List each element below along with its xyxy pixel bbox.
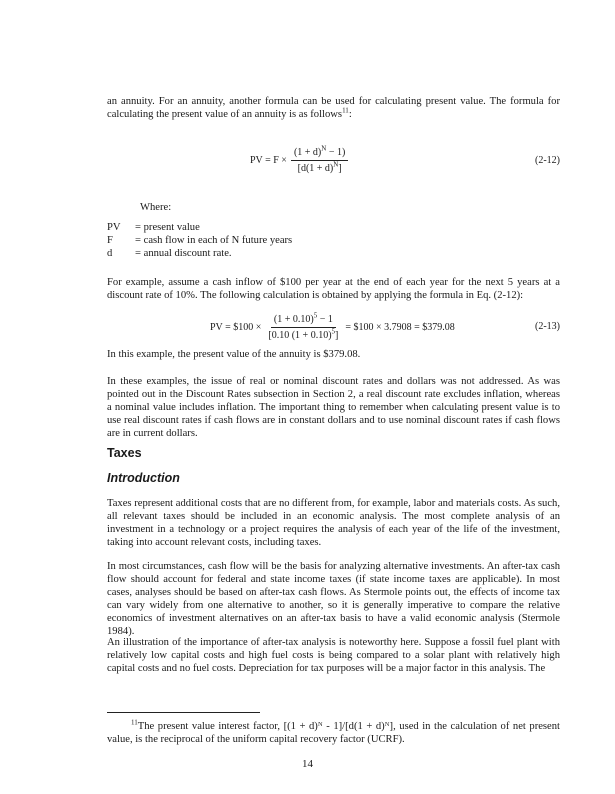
paragraph: An illustration of the importance of after-tax analysis is noteworthy here. Suppose a fossil fuel plant with relatively low capital costs and high fuel costs is being compared to a solar plant with relatively high capital costs and no fuel costs. Depreciation for tax purposes will be a major factor in this analysis. The — [107, 637, 560, 674]
footnote — [107, 720, 560, 746]
eq-denominator — [265, 328, 341, 342]
symbol: F — [107, 235, 113, 246]
section-heading: Taxes — [107, 446, 142, 460]
paragraph-text: an annuity. For an annuity, another formula can be used for calculating present value. The formula for calculating the present value of an annuity is as follows — [107, 96, 560, 120]
paragraph: In most circumstances, cash flow will be the basis for analyzing alternative investments. An after-tax cash flow should account for federal and state income taxes (if state income taxes are applicable). In most cases, analyses should be based on after-tax cash flows. As Stermole points out, the effects of income tax can vary widely from one alternative to another, so it is generally imperative to compare the relative economics of investment alternatives on an after-tax basis to have a valid economic analysis (Stermole 1984). — [107, 561, 560, 637]
eq-numerator — [271, 313, 336, 328]
paragraph: In this example, the present value of the annuity is $379.08. — [107, 349, 361, 360]
t: (1 + 0.10) — [273, 314, 314, 325]
where-label: Where: — [140, 202, 172, 213]
equation-number: (2-12) — [535, 155, 560, 166]
eq-fraction — [291, 146, 348, 175]
paragraph: For example, assume a cash inflow of $100 per year at the end of each year for the next 5 years at a discount rate of 10%. The following calculation is obtained by applying the formula in Eq. (2-12): — [107, 277, 560, 301]
t: ] — [338, 163, 342, 174]
eq-fraction — [265, 313, 341, 342]
definition-text: = annual discount rate. — [135, 248, 232, 259]
t: (1 + d) — [293, 147, 322, 158]
definition — [107, 247, 292, 260]
t: 5 — [313, 311, 318, 320]
paragraph: In these examples, the issue of real or nominal discount rates and dollars was not addressed. As was pointed out in the Discount Rates subsection in Section 2, a real discount rate excludes inflation, whereas a nominal value includes inflation. The important thing to remember when calculating present value is to use real discount rates if cash flows are in constant dollars and to use nominal discount rates if cash flows are in current dollars. — [107, 376, 560, 439]
t: − 1 — [317, 314, 333, 325]
t: ] — [335, 330, 339, 341]
eq-lhs: PV = F × — [250, 155, 287, 166]
t: − 1) — [326, 147, 346, 158]
symbol: PV — [107, 222, 121, 233]
eq-lhs: PV = $100 × — [210, 322, 262, 333]
page-number: 14 — [302, 758, 313, 770]
footnote-text: The present value interest factor, [(1 + d)ᴺ - 1]/[d(1 + d)ᴺ], used in the calculation of net present value, is the reciprocal of the uniform capital recovery factor (UCRF). — [107, 721, 560, 745]
footnote-divider — [107, 712, 260, 713]
definition-text: = present value — [135, 222, 200, 233]
subsection-heading: Introduction — [107, 471, 180, 485]
equation-2-13 — [210, 313, 455, 342]
definition — [107, 221, 292, 234]
footnote-ref: 11 — [342, 106, 349, 115]
definition-list — [107, 221, 292, 260]
eq-denominator — [295, 161, 345, 175]
paragraph: Taxes represent additional costs that are no different from, for example, labor and materials costs. As such, all relevant taxes should be included in an economic analysis. The most complete analysis of an investment in a technology or a project requires the analysis of each year of the life of the investment, taking into account relevant costs, including taxes. — [107, 498, 560, 548]
punct: : — [348, 109, 352, 120]
t: [d(1 + d) — [297, 163, 334, 174]
definition-text: = cash flow in each of N future years — [135, 235, 293, 246]
eq-rhs: = $100 × 3.7908 = $379.08 — [345, 322, 455, 333]
paragraph — [107, 95, 560, 121]
definition — [107, 234, 292, 247]
symbol: d — [107, 248, 113, 259]
t: N — [333, 160, 339, 169]
t: N — [321, 144, 327, 153]
t: 5 — [331, 327, 336, 336]
footnote-mark: 11 — [131, 718, 138, 727]
t: [0.10 (1 + 0.10) — [268, 330, 332, 341]
equation-2-12 — [250, 146, 352, 175]
equation-number: (2-13) — [535, 321, 560, 332]
eq-numerator — [291, 146, 348, 161]
